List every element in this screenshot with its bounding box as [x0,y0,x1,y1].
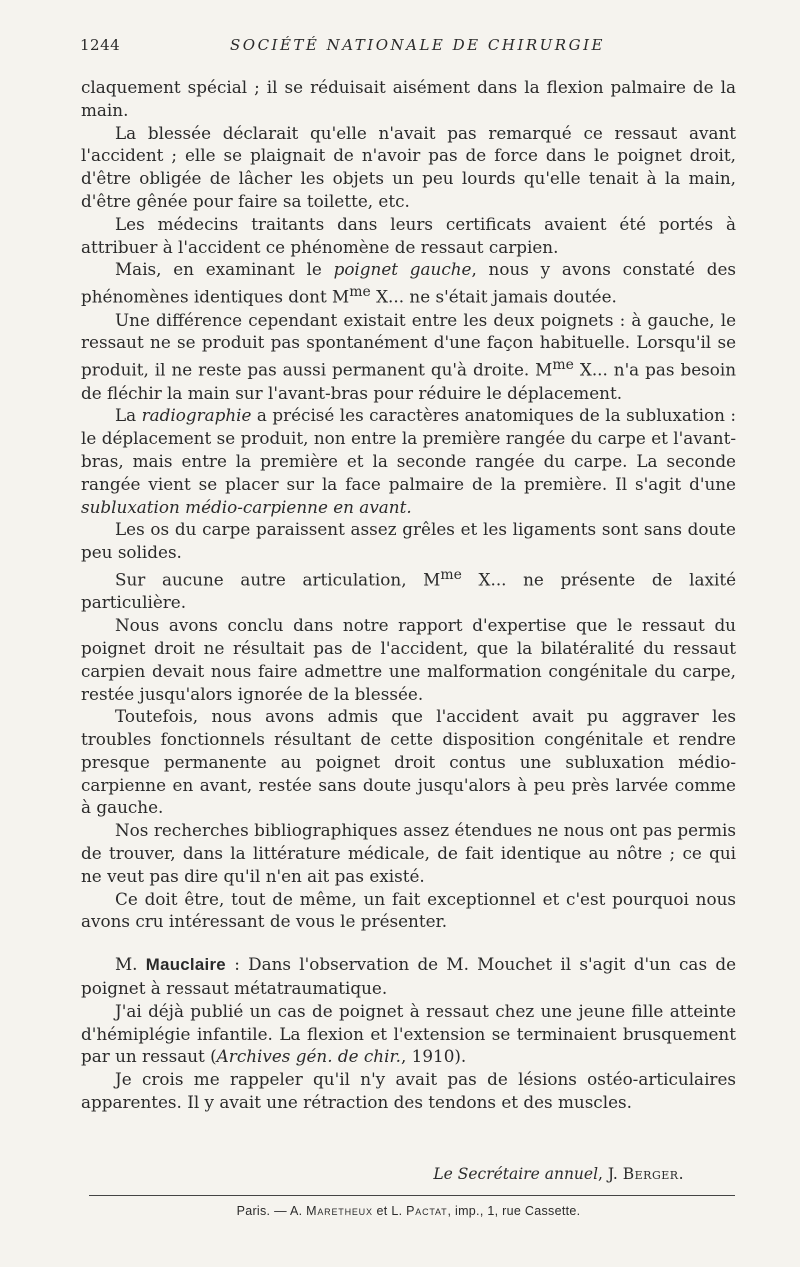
body-text [81,76,736,1114]
footer-rule [89,1195,735,1196]
paragraph-2: Les médecins traitants dans leurs certificats avaient été portés à attribuer à l'accident ce phénomène de ressaut carpien. [81,213,736,257]
paragraph-6: Les os du carpe paraissent assez grêles et les ligaments sont sans doute peu solides. [81,519,736,563]
paragraph-5: La radiographie a précisé les caractères anatomiques de la subluxation : le déplacement se produit, non entre la première rangée du carpe et l'avant-bras, mais entre la première et la seconde rangée du carpe. La seconde rangée vient se placer sur la face palmaire de la première. Il s'agit d'une subluxation médio-carpienne en avant. [81,405,736,517]
paragraph-4: Une différence cependant existait entre les deux poignets : à gauche, le ressaut ne se produit pas spontanément d'une façon habituelle. Lorsqu'il se produit, il ne reste pas aussi permanent qu'à droite. $M^{me}$ X... n'a pas besoin de fléchir la main sur l'avant-bras pour réduire le déplacement. [81,309,737,403]
speaker-name: Mauclaire [145,955,226,975]
discussion-paragraph-14: Je crois me rappeler qu'il n'y avait pas de lésions ostéo-articulaires apparentes. Il y avait une rétraction des tendons et des muscles. [81,1069,736,1113]
discussion-paragraph-13: J'ai déjà publié un cas de poignet à ressaut chez une jeune fille atteinte d'hémiplégie infantile. La flexion et l'extension se terminaient brusquement par un ressaut (Archives gén. de chir., 1910). [81,1000,736,1067]
page-number: 1244 [80,36,121,54]
paragraph-0: claquement spécial ; il se réduisait aisément dans la flexion palmaire de la main. [81,77,736,120]
emphasis-archives: Archives gén. de chir. [216,1046,401,1067]
paragraph-7: Sur aucune autre articulation, $M^{me}$ X... ne présente de laxité particulière. [81,566,736,613]
paragraph-11: Ce doit être, tout de même, un fait exceptionnel et c'est pourquoi nous avons cru intéressant de vous le présenter. [81,888,736,932]
running-head [80,36,735,58]
discussion-paragraph-12: M. Mauclaire : Dans l'observation de M. Mouchet il s'agit d'un cas de poignet à ressaut métatraumatique. [81,954,736,999]
paragraph-1: La blessée déclarait qu'elle n'avait pas remarqué ce ressaut avant l'accident ; elle se plaignait de n'avoir pas de force dans le poignet droit, d'être obligée de lâcher les objets un peu lourds qu'elle tenait à la main, d'être gênée pour faire sa toilette, etc. [81,122,736,211]
paragraph-9: Toutefois, nous avons admis que l'accident avait pu aggraver les troubles fonctionnels résultant de cette disposition congénitale et rendre presque permanente au poignet droit contus une subluxation médio-carpienne en avant, restée sans doute jusqu'alors à peu près larvée comme à gauche. [81,706,736,818]
printer-imprint: Paris. — A. Maretheux et L. Pactat, imp., 1, rue Cassette. [236,1204,581,1218]
paragraph-8: Nous avons conclu dans notre rapport d'expertise que le ressaut du poignet droit ne résultait pas de l'accident, que la bilatéralité du ressaut carpien devait nous faire admettre une malformation congénitale du carpe, restée jusqu'alors ignorée de la blessée. [81,615,736,704]
paragraph-3: Mais, en examinant le poignet gauche, nous y avons constaté des phénomènes identiques dont $M^{me}$ X... ne s'était jamais doutée. [81,259,736,307]
emphasis-poignet-gauche: poignet gauche [333,259,472,280]
signature-name: Berger. [622,1165,684,1183]
journal-title: SOCIÉTÉ NATIONALE DE CHIRURGIE [230,36,605,54]
signature-role: Le Secrétaire annuel [433,1165,599,1183]
emphasis-subluxation: subluxation médio-carpienne en avant. [81,496,412,517]
paragraph-10: Nos recherches bibliographiques assez étendues ne nous ont pas permis de trouver, dans la littérature médicale, de fait identique au nôtre ; ce qui ne veut pas dire qu'il n'en ait pas existé. [81,820,736,886]
emphasis-radiographie: radiographie [141,405,252,426]
signature: Le Secrétaire annuel, J. Berger. [433,1165,684,1183]
